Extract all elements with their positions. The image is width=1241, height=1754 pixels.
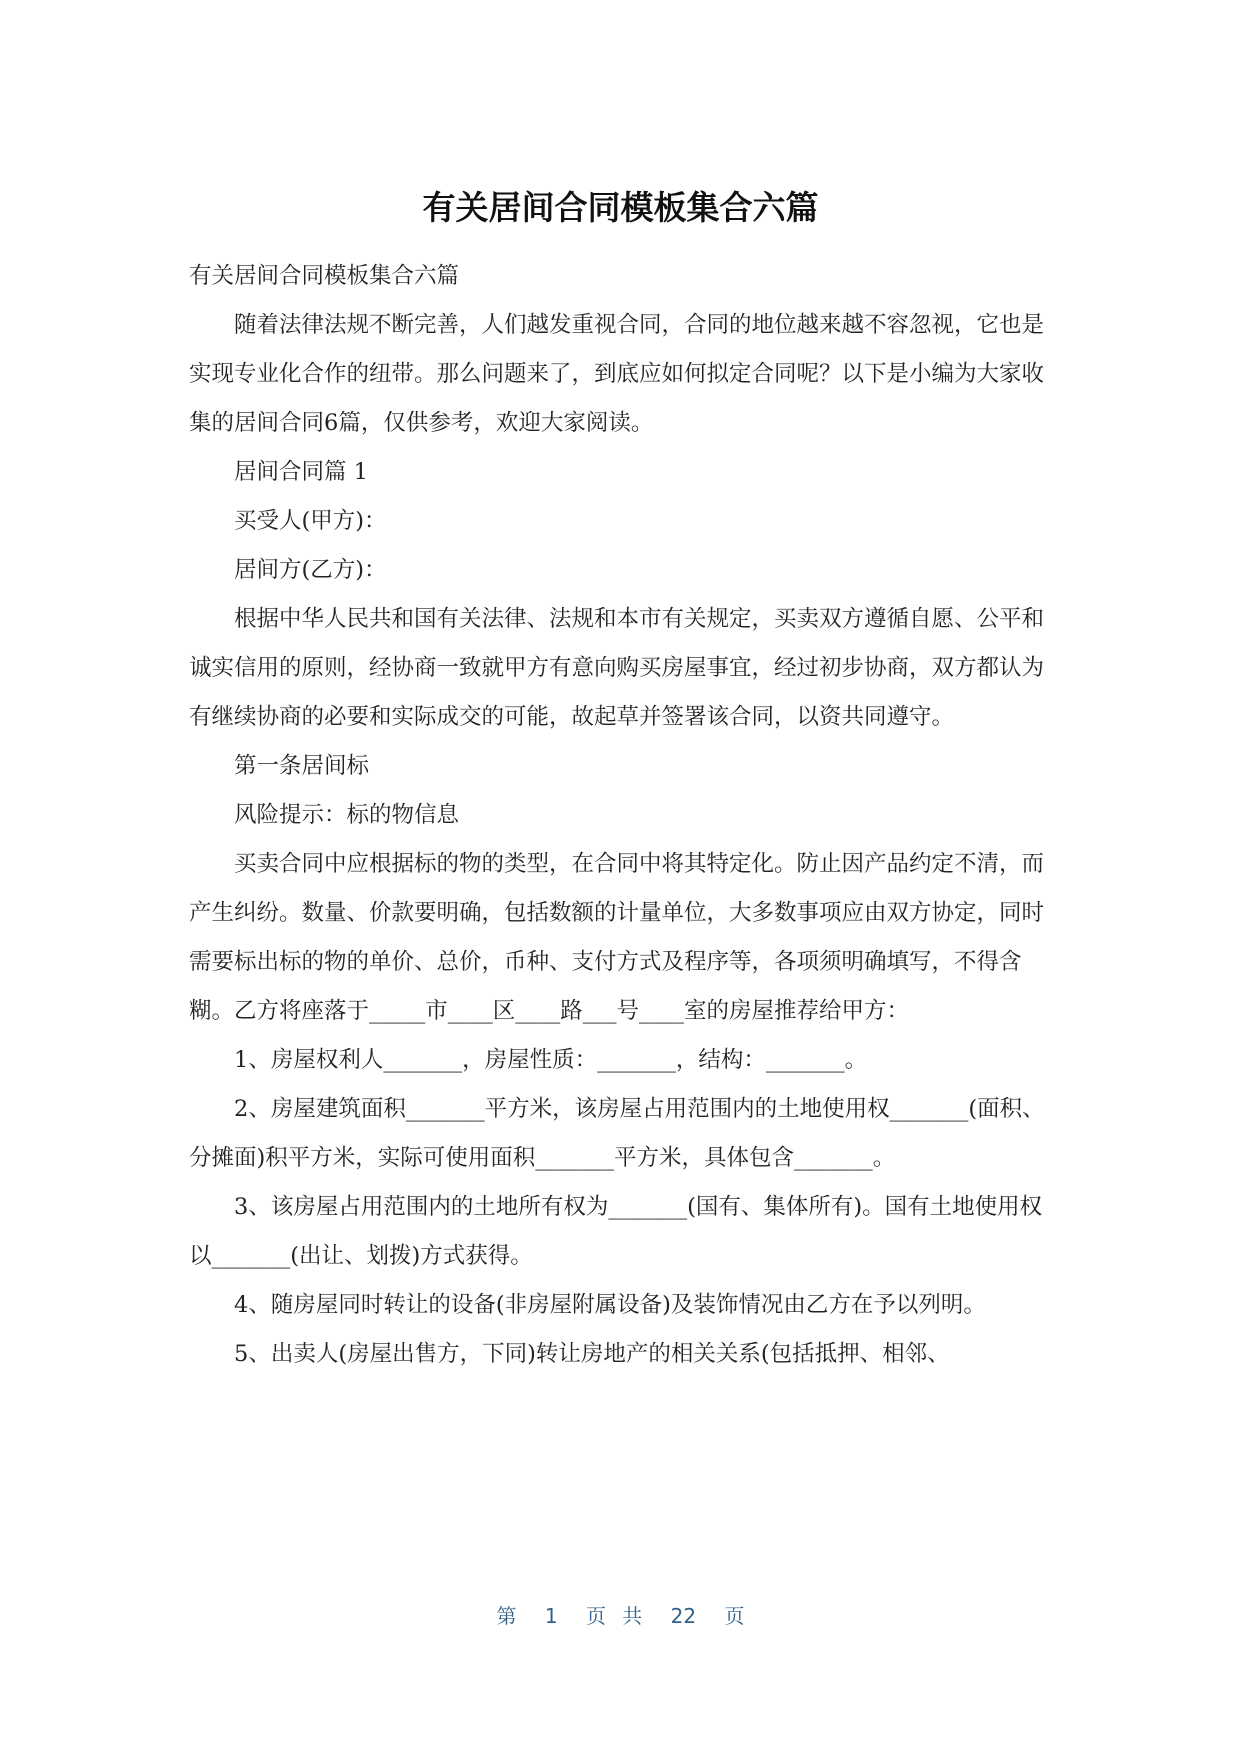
paragraph: 第一条居间标 (234, 753, 370, 779)
paragraph: 5、出卖人(房屋出售方，下同)转让房地产的相关关系(包括抵押、相邻、 (234, 1341, 950, 1367)
section-heading: 居间合同篇 1 (234, 459, 368, 485)
paragraph: 风险提示：标的物信息 (234, 802, 460, 828)
paragraph: 买受人(甲方)： (234, 508, 387, 534)
footer-total-pages: 22 (670, 1604, 697, 1628)
footer-current-page: 1 (544, 1604, 558, 1628)
footer-middle: 页 共 (585, 1604, 643, 1628)
paragraph: 4、随房屋同时转让的设备(非房屋附属设备)及装饰情况由乙方在予以列明。 (234, 1292, 986, 1318)
paragraph: 根据中华人民共和国有关法律、法规和本市有关规定，买卖双方遵循自愿、公平和诚实信用的原则，经协商一致就甲方有意向购买房屋事宜，经过初步协商，双方都认为有继续协商的必要和实际成交的可能，故起草并签署该合同，以资共同遵守。 (189, 606, 1045, 730)
footer-suffix: 页 (724, 1604, 745, 1628)
document-body (189, 252, 1051, 1379)
paragraph: 随着法律法规不断完善，人们越发重视合同，合同的地位越来越不容忽视，它也是实现专业化合作的纽带。那么问题来了，到底应如何拟定合同呢？以下是小编为大家收集的居间合同6篇，仅供参考，欢迎大家阅读。 (189, 312, 1045, 436)
footer-prefix: 第 (496, 1604, 517, 1628)
paragraph: 1、房屋权利人_______，房屋性质：_______，结构：_______。 (234, 1047, 868, 1073)
paragraph: 3、该房屋占用范围内的土地所有权为_______(国有、集体所有)。国有土地使用权以_______(出让、划拨)方式获得。 (189, 1194, 1043, 1269)
page-footer (0, 1600, 1241, 1629)
paragraph: 买卖合同中应根据标的物的类型，在合同中将其特定化。防止因产品约定不清，而产生纠纷。数量、价款要明确，包括数额的计量单位，大多数事项应由双方协定，同时需要标出标的物的单价、总价，币种、支付方式及程序等，各项须明确填写，不得含糊。乙方将座落于_____市____区____路___号____室的房屋推荐给甲方： (189, 851, 1045, 1024)
paragraph: 2、房屋建筑面积_______平方米，该房屋占用范围内的土地使用权_______(面积、分摊面)积平方米，实际可使用面积_______平方米，具体包含_______。 (189, 1096, 1045, 1171)
paragraph: 有关居间合同模板集合六篇 (189, 263, 460, 289)
document-title: 有关居间合同模板集合六篇 (422, 188, 819, 227)
paragraph: 居间方(乙方)： (234, 557, 387, 583)
